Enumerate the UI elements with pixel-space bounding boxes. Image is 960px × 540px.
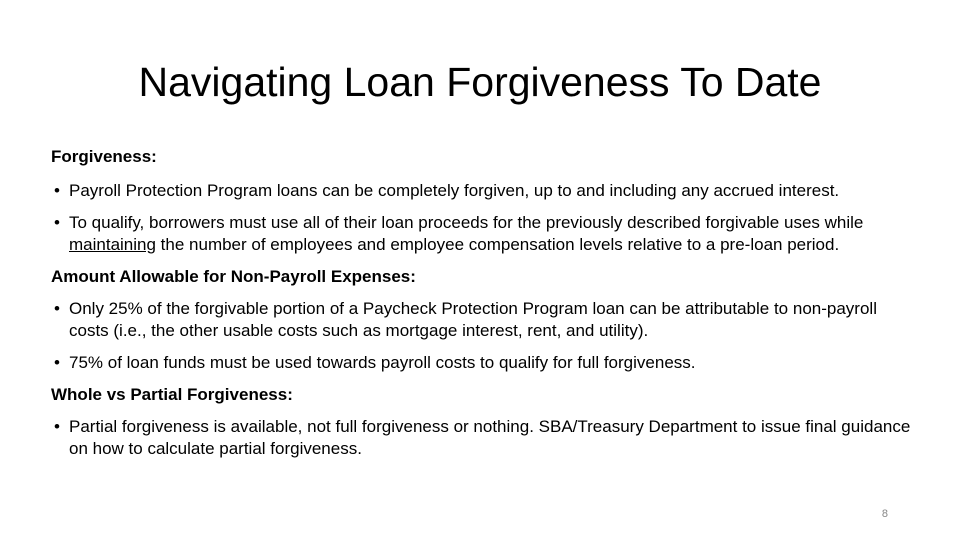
bullet-text: 75% of loan funds must be used towards payroll costs to qualify for full forgiveness. [69, 353, 696, 372]
bullet-text: Only 25% of the forgivable portion of a Paycheck Protection Program loan can be attributable to non-payroll costs (i.e., the other usable costs such as mortgage interest, rent, and utility). [69, 299, 877, 340]
page-number: 8 [881, 508, 888, 520]
bullet-item [51, 416, 911, 460]
bullet-icon: • [54, 417, 60, 436]
bullet-icon: • [54, 181, 60, 200]
bullet-text-part: the number of employees and employee compensation levels relative to a pre-loan period. [155, 235, 840, 254]
bullet-icon: • [54, 299, 60, 318]
bullet-item [51, 352, 911, 374]
bullet-item [51, 212, 911, 256]
bullet-item [51, 298, 911, 342]
section-heading-partial-forgiveness: Whole vs Partial Forgiveness: [51, 385, 293, 404]
bullet-text: Payroll Protection Program loans can be completely forgiven, up to and including any accrued interest. [69, 181, 840, 200]
bullet-item [51, 180, 911, 202]
section-heading-non-payroll: Amount Allowable for Non-Payroll Expenses: [51, 267, 416, 286]
section-heading-forgiveness: Forgiveness: [51, 147, 157, 166]
bullet-icon: • [54, 353, 60, 372]
bullet-text: Partial forgiveness is available, not full forgiveness or nothing. SBA/Treasury Department to issue final guidance on how to calculate partial forgiveness. [69, 417, 911, 458]
slide-content [51, 146, 911, 470]
bullet-icon: • [54, 213, 60, 232]
bullet-text-part: To qualify, borrowers must use all of their loan proceeds for the previously described forgivable uses while [69, 213, 864, 232]
slide-title: Navigating Loan Forgiveness To Date [138, 59, 822, 105]
bullet-text-underlined: maintaining [69, 235, 156, 254]
